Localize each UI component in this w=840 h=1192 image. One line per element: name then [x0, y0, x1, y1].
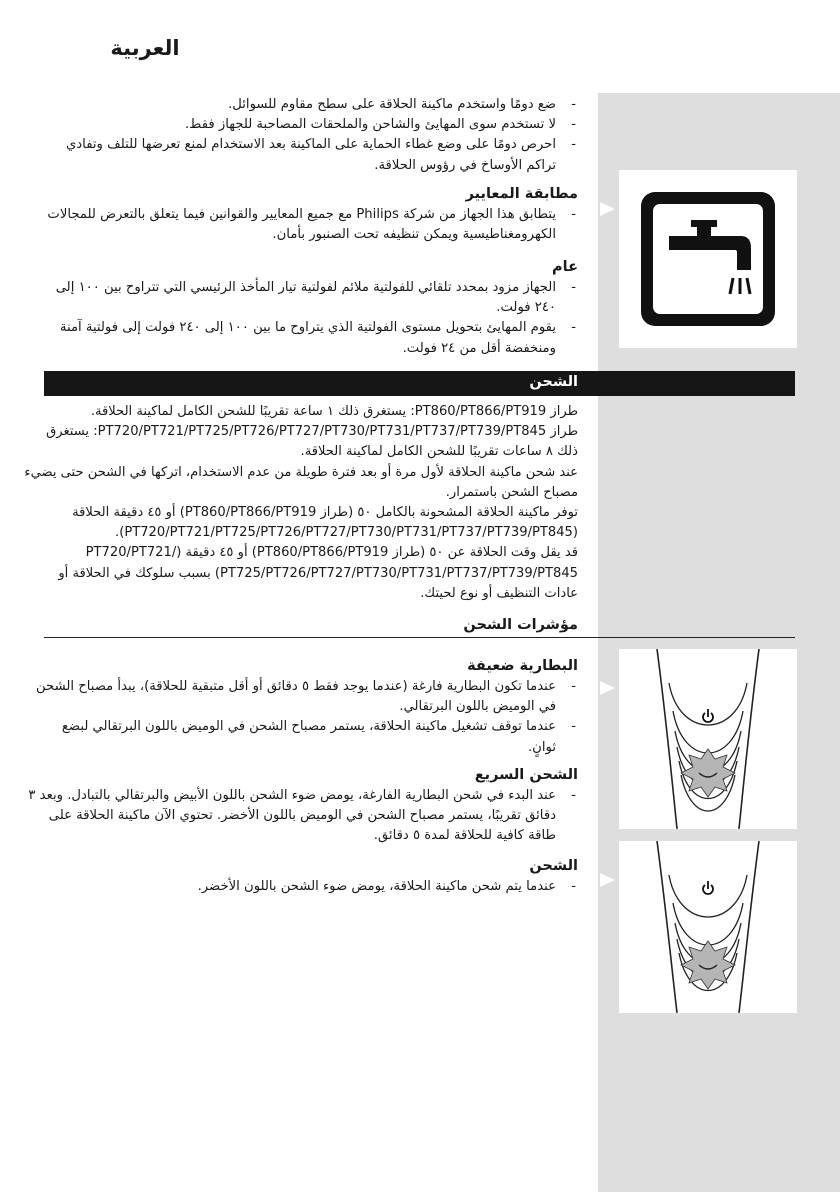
shaver-figure-low-battery — [619, 649, 797, 829]
power-icon — [703, 881, 713, 894]
charging-section-bar — [44, 371, 795, 396]
shaver-charging-light-icon — [619, 841, 797, 1013]
charging-state-heading: الشحن — [529, 858, 578, 874]
charging-paragraph: توفر ماكينة الحلاقة المشحونة بالكامل ٥٠ (طراز PT860/PT866/PT919) أو ٤٥ دقيقة الحلاقة (PT720/PT721/PT725/PT726/PT727/PT730/PT731/PT737/PT739/PT845). — [72, 505, 578, 541]
intro-bullets — [33, 95, 578, 176]
section-divider — [44, 637, 795, 638]
low-battery-section — [33, 655, 578, 758]
quick-charge-heading: الشحن السريع — [474, 767, 578, 783]
list-item: - عندما تكون البطارية فارغة (عندما يوجد فقط ٥ دقائق أو أقل متبقية للحلاقة)، يبدأ مصباح الشحن في الوميض باللون البرتقالي. — [36, 679, 576, 715]
standards-section — [33, 183, 578, 245]
shaver-charging-light-icon — [619, 649, 797, 829]
general-section — [33, 256, 578, 359]
list-item: - احرص دومًا على وضع غطاء الحماية على الماكينة بعد الاستخدام لمنع تعرضها للتلف وتفادي تراكم الأوساخ في رؤوس الحلاقة. — [65, 137, 576, 173]
pointer-arrow — [600, 681, 615, 695]
list-item: - عندما توقف تشغيل ماكينة الحلاقة، يستمر مصباح الشحن في الوميض باللون البرتقالي لبضع ثوانٍ. — [61, 719, 576, 755]
charging-state-section — [33, 855, 578, 897]
indicators-title — [33, 614, 578, 636]
charging-paragraphs — [23, 402, 578, 604]
list-item: - يتطابق هذا الجهاز من شركة Philips مع جميع المعايير والقوانين فيما يتعلق بالتعرض للمجالات الكهرومغناطيسية ويمكن تنظيفه تحت الصنبور بأمان. — [47, 207, 576, 243]
water-tap-figure — [619, 170, 797, 348]
quick-charge-section — [18, 764, 578, 847]
list-item: - الجهاز مزود بمحدد تلقائي للفولتية ملائم لفولتية تيار المأخذ الرئيسي التي تتراوح بين ١٠٠ إلى ٢٤٠ فولت. — [55, 280, 576, 316]
pointer-arrow — [600, 873, 615, 887]
low-battery-heading: البطارية ضعيفة — [467, 658, 578, 674]
charging-paragraph: طراز PT860/PT866/PT919: يستغرق ذلك ١ ساعة تقريبًا للشحن الكامل لماكينة الحلاقة. — [90, 404, 578, 419]
language-title: العربية — [110, 36, 180, 60]
list-item: - ضع دومًا واستخدم ماكينة الحلاقة على سطح مقاوم للسوائل. — [228, 97, 576, 112]
charging-paragraph: عند شحن ماكينة الحلاقة لأول مرة أو بعد فترة طويلة من عدم الاستخدام، اتركها في الشحن حتى يضيء مصباح الشحن باستمرار. — [24, 464, 578, 500]
charging-paragraph: طراز PT720/PT721/PT725/PT726/PT727/PT730/PT731/PT737/PT739/PT845: يستغرق ذلك ٨ ساعات تقريبًا للشحن الكامل لماكينة الحلاقة. — [46, 424, 578, 460]
indicators-heading: مؤشرات الشحن — [463, 617, 578, 633]
general-heading: عام — [552, 259, 578, 275]
power-icon — [703, 709, 713, 722]
list-item: - لا تستخدم سوى المهايئ والشاحن والملحقات المصاحبة للجهاز فقط. — [184, 117, 576, 133]
pointer-arrow — [600, 202, 615, 216]
standards-heading: مطابقة المعايير — [465, 186, 578, 202]
list-item: - عندما يتم شحن ماكينة الحلاقة، يومض ضوء الشحن باللون الأخضر. — [197, 879, 576, 894]
shaver-figure-charging — [619, 841, 797, 1013]
list-item: - يقوم المهايئ بتحويل مستوى الفولتية الذي يتراوح ما بين ١٠٠ إلى ٢٤٠ فولت إلى فولتية آمنة ومنخفضة أقل من ٢٤ فولت. — [59, 320, 576, 356]
water-tap-icon — [619, 170, 797, 348]
charging-heading: الشحن — [529, 374, 578, 390]
charging-paragraph: قد يقل وقت الحلاقة عن ٥٠ (طراز PT860/PT866/PT919) أو ٤٥ دقيقة (PT720/PT721/ PT725/PT726/PT727/PT730/PT731/PT737/PT739/PT845) بسبب سلوكك في الحلاقة أو عادات التنظيف أو نوع لحيتك. — [58, 545, 578, 601]
list-item: - عند البدء في شحن البطارية الفارغة، يومض ضوء الشحن باللون الأبيض والبرتقالي بالتبادل. وبعد ٣ دقائق تقريبًا، يستمر مصباح الشحن في الوميض باللون الأخضر. تحتوي الآن ماكينة الحلاقة على طاقة كافية للحلاقة لمدة ٥ دقائق. — [28, 788, 576, 844]
